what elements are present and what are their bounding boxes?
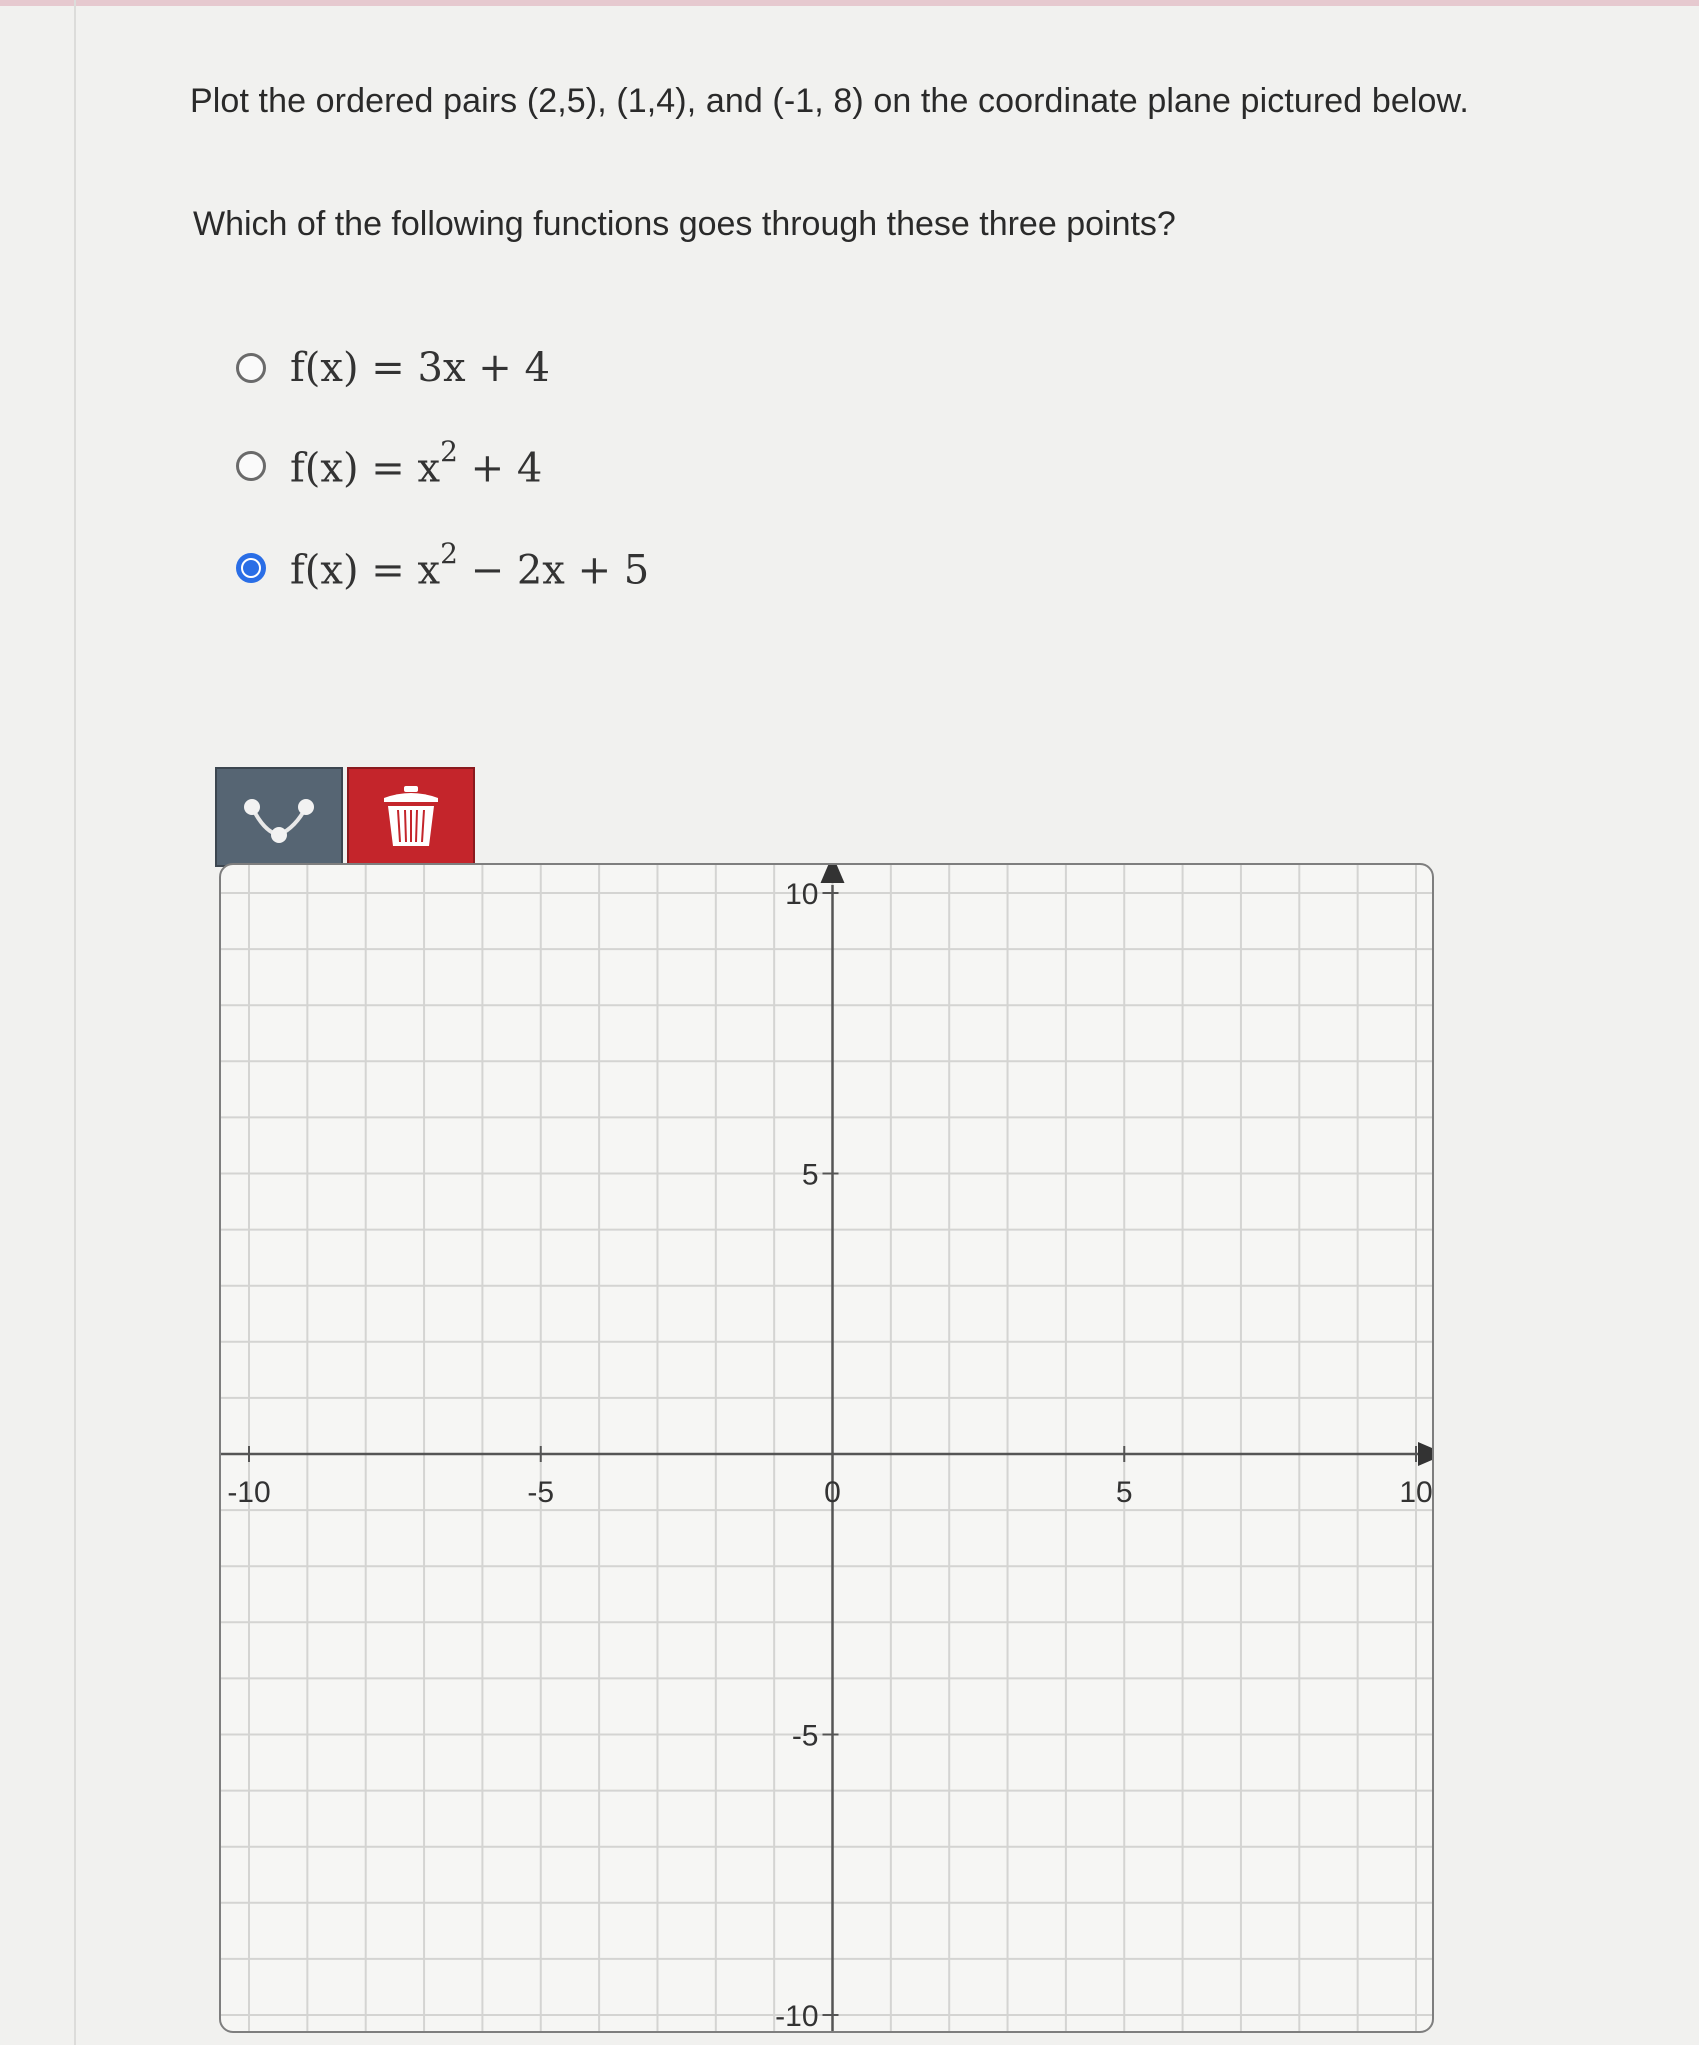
delete-button[interactable] [347, 767, 475, 867]
answer-option-1[interactable] [236, 338, 550, 398]
y-tick-label: 10 [785, 878, 819, 911]
x-tick-label: -10 [227, 1476, 271, 1509]
trash-icon [376, 780, 446, 854]
option-formula: $f(x) = x^2 - 2x + 5$ [290, 536, 650, 594]
connected-points-icon [234, 777, 324, 857]
y-axis-arrow [821, 865, 845, 883]
top-edge [0, 0, 1699, 6]
radio-dot [243, 560, 259, 576]
question-prompt: Plot the ordered pairs (2,5), (1,4), and (-1, 8) on the coordinate plane pictured below. [190, 82, 1469, 120]
x-tick-label: 5 [1115, 1476, 1133, 1509]
y-tick-label: -10 [775, 2000, 819, 2033]
x-tick-label: 10 [1399, 1476, 1433, 1509]
coordinate-grid[interactable] [221, 865, 1434, 2033]
answer-option-2[interactable] [236, 436, 542, 496]
x-tick-label: -5 [527, 1476, 555, 1509]
radio-button[interactable] [236, 451, 266, 481]
answer-option-3[interactable] [236, 538, 649, 598]
x-axis-arrow [1418, 1442, 1434, 1466]
page-margin-rule [74, 0, 76, 2045]
y-tick-label: -5 [791, 1719, 819, 1753]
option-formula: f(x) = 3x + 4 [290, 345, 550, 391]
coordinate-plane[interactable] [219, 863, 1434, 2033]
question-text: Which of the following functions goes through these three points? [193, 205, 1176, 243]
radio-button-selected[interactable] [236, 553, 266, 583]
graph-toolbar [215, 767, 475, 867]
option-formula: $f(x) = x^2 + 4$ [290, 434, 543, 492]
y-tick-label: 5 [801, 1158, 819, 1192]
x-tick-label: 0 [824, 1476, 841, 1509]
radio-button[interactable] [236, 353, 266, 383]
point-tool-button[interactable] [215, 767, 343, 867]
